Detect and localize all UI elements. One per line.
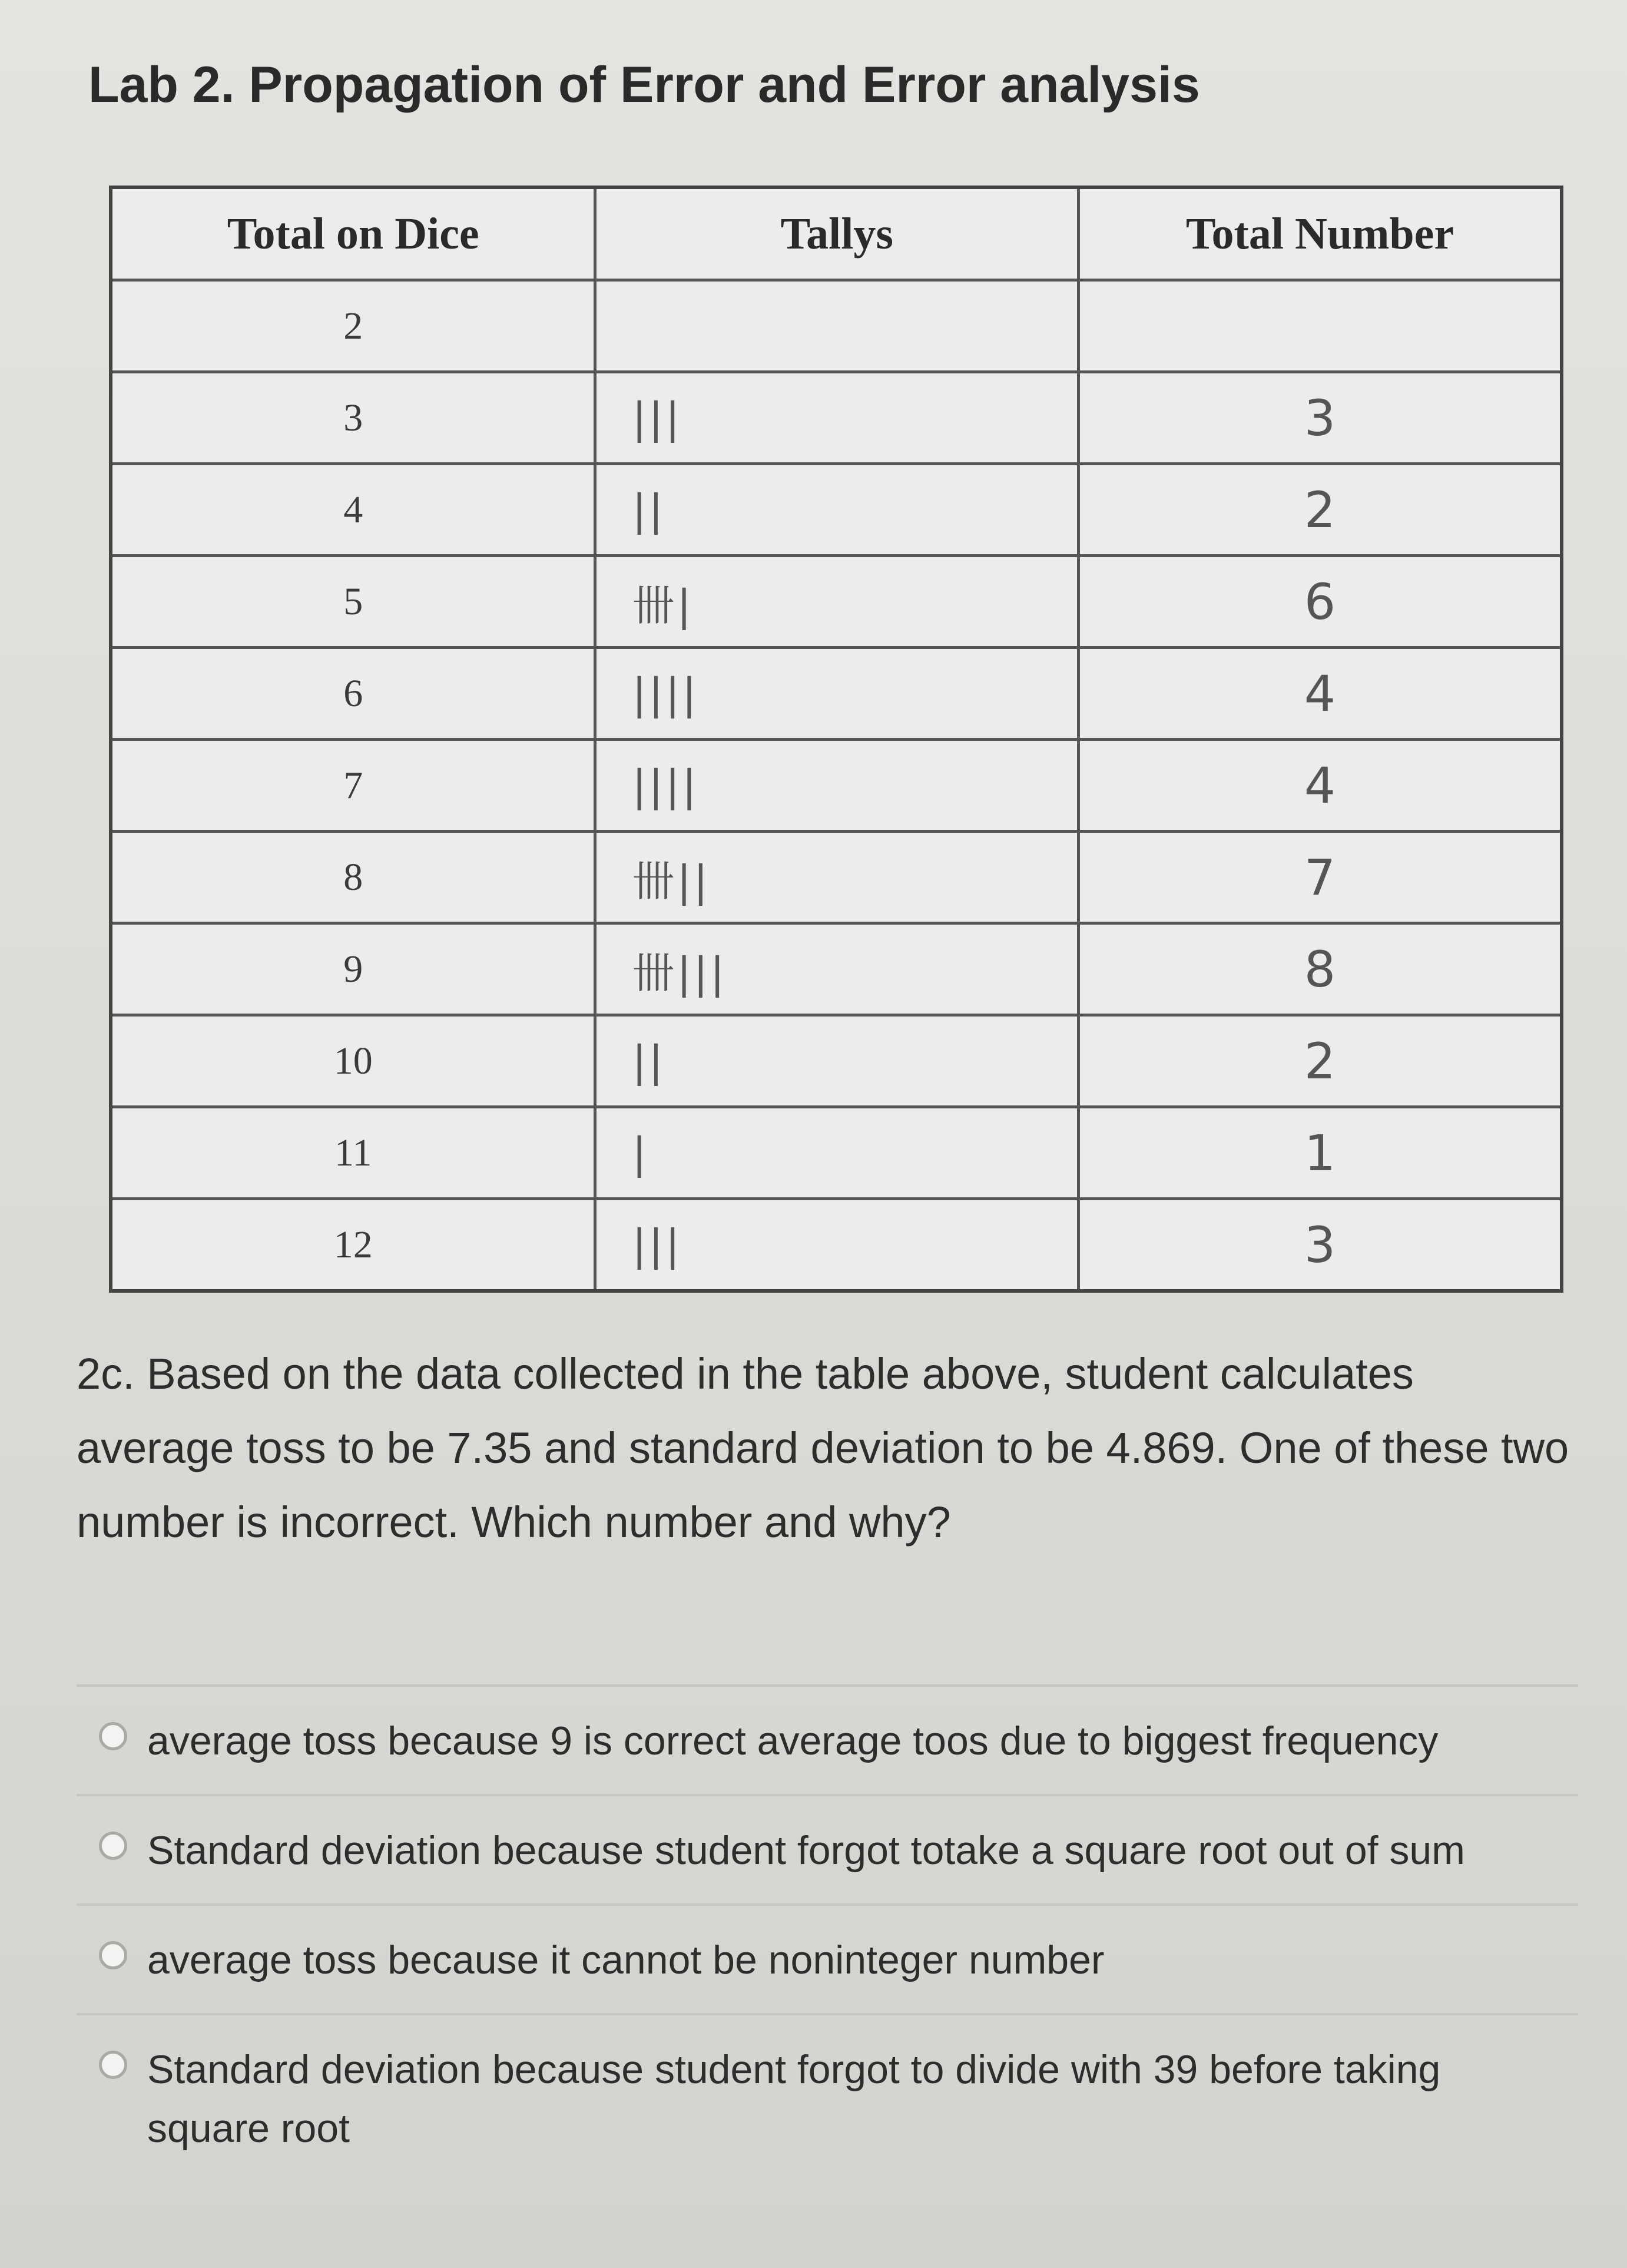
table-row bbox=[111, 1199, 1562, 1292]
tally-marks-cell: || bbox=[595, 464, 1079, 556]
total-number-cell: 1 bbox=[1078, 1107, 1562, 1199]
dice-total-cell: 10 bbox=[111, 1015, 595, 1107]
dice-tally-table bbox=[109, 186, 1563, 1293]
tally-marks-cell: || bbox=[595, 1015, 1079, 1107]
tally-marks-cell: ||| bbox=[595, 372, 1079, 464]
answer-option-label: Standard deviation because student forgot totake a square root out of sum bbox=[147, 1828, 1465, 1873]
dice-total-cell: 8 bbox=[111, 832, 595, 923]
table-header-row bbox=[111, 187, 1562, 280]
page-title: Lab 2. Propagation of Error and Error analysis bbox=[88, 57, 1200, 113]
table-row bbox=[111, 648, 1562, 740]
table-row bbox=[111, 1107, 1562, 1199]
table-row bbox=[111, 923, 1562, 1015]
total-number-cell: 6 bbox=[1078, 556, 1562, 648]
table-row bbox=[111, 464, 1562, 556]
total-number-cell: 3 bbox=[1078, 1199, 1562, 1292]
answer-option-1[interactable] bbox=[77, 1684, 1578, 1794]
tally-marks-cell: 卌| bbox=[595, 556, 1079, 648]
total-number-cell: 3 bbox=[1078, 372, 1562, 464]
radio-button-icon[interactable] bbox=[99, 1722, 127, 1750]
dice-total-cell: 9 bbox=[111, 923, 595, 1015]
column-header-tallys: Tallys bbox=[595, 187, 1079, 280]
column-header-total-on-dice: Total on Dice bbox=[111, 187, 595, 280]
question-text: 2c. Based on the data collected in the table above, student calculates average toss to be 7.35 and standard deviation to be 4.869. One of these two number is incorrect. Which number and why? bbox=[77, 1349, 1569, 1547]
column-header-total-number: Total Number bbox=[1078, 187, 1562, 280]
dice-total-cell: 3 bbox=[111, 372, 595, 464]
answer-options bbox=[77, 1684, 1578, 2181]
table-row bbox=[111, 740, 1562, 832]
total-number-cell: 8 bbox=[1078, 923, 1562, 1015]
total-number-cell: 4 bbox=[1078, 740, 1562, 832]
answer-option-label: average toss because it cannot be noninteger number bbox=[147, 1938, 1105, 1982]
answer-option-label: Standard deviation because student forgot to divide with 39 before taking square root bbox=[147, 2047, 1441, 2151]
answer-option-3[interactable] bbox=[77, 1903, 1578, 2013]
total-number-cell: 2 bbox=[1078, 1015, 1562, 1107]
tally-marks-cell: 卌||| bbox=[595, 923, 1079, 1015]
tally-marks-cell: 卌|| bbox=[595, 832, 1079, 923]
radio-button-icon[interactable] bbox=[99, 1832, 127, 1860]
tally-marks-cell: | bbox=[595, 1107, 1079, 1199]
total-number-cell: 2 bbox=[1078, 464, 1562, 556]
dice-total-cell: 6 bbox=[111, 648, 595, 740]
answer-option-4[interactable] bbox=[77, 2013, 1578, 2181]
table-row bbox=[111, 832, 1562, 923]
tally-marks-cell: |||| bbox=[595, 648, 1079, 740]
total-number-cell: 7 bbox=[1078, 832, 1562, 923]
tally-marks-cell: |||| bbox=[595, 740, 1079, 832]
dice-total-cell: 7 bbox=[111, 740, 595, 832]
dice-total-cell: 5 bbox=[111, 556, 595, 648]
dice-total-cell: 4 bbox=[111, 464, 595, 556]
tally-marks-cell bbox=[595, 280, 1079, 372]
table-row bbox=[111, 372, 1562, 464]
answer-option-2[interactable] bbox=[77, 1794, 1578, 1903]
total-number-cell bbox=[1078, 280, 1562, 372]
radio-button-icon[interactable] bbox=[99, 2051, 127, 2079]
table-row bbox=[111, 280, 1562, 372]
table-row bbox=[111, 556, 1562, 648]
table-row bbox=[111, 1015, 1562, 1107]
tally-marks-cell: ||| bbox=[595, 1199, 1079, 1292]
total-number-cell: 4 bbox=[1078, 648, 1562, 740]
dice-total-cell: 12 bbox=[111, 1199, 595, 1292]
answer-option-label: average toss because 9 is correct average toos due to biggest frequency bbox=[147, 1719, 1439, 1763]
dice-total-cell: 2 bbox=[111, 280, 595, 372]
dice-total-cell: 11 bbox=[111, 1107, 595, 1199]
radio-button-icon[interactable] bbox=[99, 1941, 127, 1969]
